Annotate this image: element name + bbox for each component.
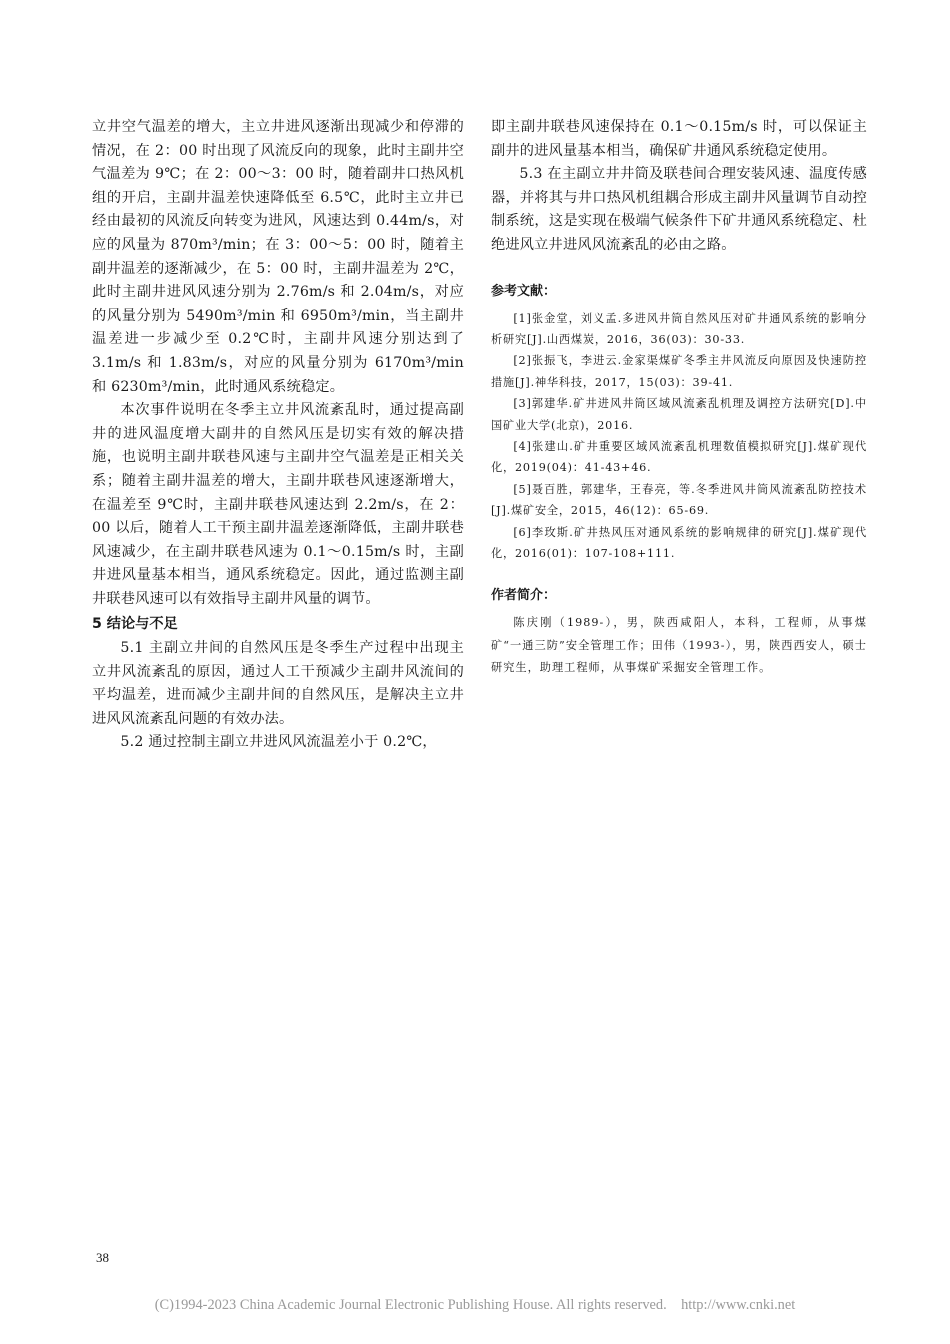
copyright-footer: (C)1994-2023 China Academic Journal Electronic Publishing House. All rights reserved. http://www.cnki.net [154,1297,796,1313]
conclusion-paragraph: 5.3 在主副立井井筒及联巷间合理安装风速、温度传感器，并将其与井口热风机组耦合形成主副井风量调节自动控制系统，这是实现在极端气候条件下矿井通风系统稳定、杜绝进风立井进风风流紊乱的必由之路。 [491,166,867,253]
body-paragraph: 本次事件说明在冬季主立井风流紊乱时，通过提高副井的进风温度增大副井的自然风压是切实有效的解决措施，也说明主副井联巷风速与主副井空气温差是正相关关系；随着主副井温差的增大，主副井联巷风速逐渐增大，在温差至 9℃时，主副井联巷风速达到 2.2m/s，在 2：00 以后，随着人工干预主副井温差逐渐降低，主副井联巷风速减少，在主副井联巷风速为 0.1～0.15m/s 时，主副井进风量基本相当，通风系统稳定。因此，通过监测主副井联巷风速可以有效指导主副井风量的调节。 [92,402,464,607]
reference-item: [3]郭建华.矿井进风井筒区域风流紊乱机理及调控方法研究[D].中国矿业大学(北京)，2016. [491,397,867,432]
references-heading: 参考文献： [491,283,557,299]
reference-item: [5]聂百胜，郭建华，王春亮，等.冬季进风井筒风流紊乱防控技术[J].煤矿安全，2015，46(12)：65-69. [491,482,867,518]
reference-item: [1]张金堂，刘义孟.多进风井筒自然风压对矿井通风系统的影响分析研究[J].山西煤炭，2016，36(03)：30-33. [491,311,867,346]
author-bio: 陈庆刚（1989-），男，陕西咸阳人，本科，工程师，从事煤矿“一通三防”安全管理工作；田伟（1993-），男，陕西西安人，硕士研究生，助理工程师，从事煤矿采掘安全管理工作。 [491,616,867,675]
section-heading: 5 结论与不足 [92,616,178,633]
page-number: 38 [96,1250,109,1265]
body-paragraph: 即主副井联巷风速保持在 0.1～0.15m/s 时，可以保证主副井的进风量基本相当，确保矿井通风系统稳定使用。 [491,119,867,159]
reference-item: [4]张建山.矿井重要区域风流紊乱机理数值模拟研究[J].煤矿现代化，2019(04)：41-43+46. [491,440,867,475]
body-paragraph: 立井空气温差的增大，主立井进风逐渐出现减少和停滞的情况，在 2：00 时出现了风流反向的现象，此时主副井空气温差为 9℃；在 2：00～3：00 时，随着副井口热风机组的开启，主副井温差快速降低至 6.5℃，此时主立井已经由最初的风流反向转变为进风，风速达到 0.44m/s，对应的风量为 870m³/min；在 3：00～5：00 时，随着主副井温差的逐渐减少，在 5：00 时，主副井温差为 2℃，此时主副井进风风速分别为 2.76m/s 和 2.04m/s，对应的风量分别为 5490m³/min 和 6950m³/min，当主副井温差进一步减少至 0.2℃时，主副井风速分别达到了 3.1m/s 和 1.83m/s，对应的风量分别为 6170m³/min 和 6230m³/min，此时通风系统稳定。 [92,119,464,395]
conclusion-paragraph: 5.1 主副立井间的自然风压是冬季生产过程中出现主立井风流紊乱的原因，通过人工干预减少主副井风流间的平均温差，进而减少主副井间的自然风压，是解决主立井进风风流紊乱问题的有效办法。 [92,640,464,727]
conclusion-paragraph: 5.2 通过控制主副立井进风风流温差小于 0.2℃， [120,734,437,751]
left-column [92,116,464,755]
reference-item: [2]张振飞，李进云.金家渠煤矿冬季主井风流反向原因及快速防控措施[J].神华科技，2017，15(03)：39-41. [491,354,867,389]
reference-item: [6]李玫斯.矿井热风压对通风系统的影响规律的研究[J].煤矿现代化，2016(01)：107-108+111. [491,525,867,561]
author-heading: 作者简介： [491,588,557,604]
right-column [491,116,867,680]
